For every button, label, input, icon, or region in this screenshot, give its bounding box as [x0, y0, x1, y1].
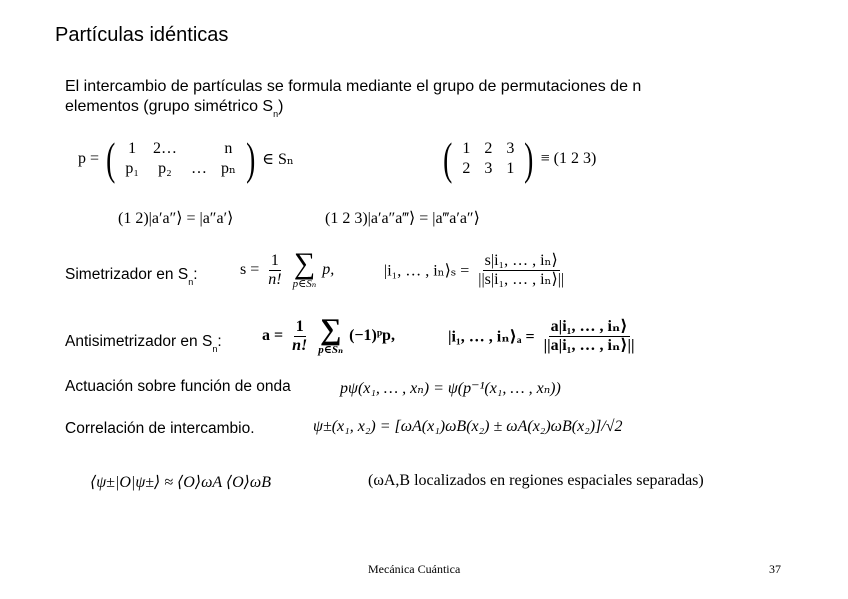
antisymmetrizer-label: [65, 333, 222, 354]
intro-line-1: El intercambio de partículas se formula mediante el grupo de permutaciones de n: [65, 78, 642, 95]
permutation-equation: [78, 133, 294, 184]
sym-lhs: s =: [240, 261, 260, 278]
page-title: Partículas idénticas: [55, 24, 229, 46]
symmetrized-ket: [384, 252, 569, 289]
perm-rhs: ∈ Sₙ: [262, 151, 294, 168]
sym-ket-num: s|i₁, … , iₙ⟩: [484, 252, 558, 269]
antisym-sum: [318, 313, 344, 356]
intro-sub: n: [273, 109, 279, 119]
perm-cell: p₁: [125, 160, 139, 177]
antisym-sum-limit: p∈Sₙ: [318, 344, 344, 356]
example-cell: 3: [484, 160, 493, 177]
antisym-ket-lhs: |i₁, … , iₙ⟩ₐ =: [448, 328, 535, 346]
expectation-note: (ωA,B localizados en regiones espaciales separadas): [368, 472, 704, 489]
perm-lhs: p =: [78, 150, 100, 167]
intro-line-2-text: elementos (grupo simétrico S: [65, 98, 274, 115]
sym-term: p,: [322, 261, 335, 278]
antisym-frac-num: 1: [295, 317, 304, 335]
sym-ket-den: ||s|i₁, … , iₙ⟩||: [478, 271, 565, 288]
perm-cell: pₙ: [220, 160, 236, 177]
antisym-frac-den: n!: [292, 336, 308, 354]
antisym-ket-den: ||a|i₁, … , iₙ⟩||: [543, 337, 635, 354]
antisymmetrized-ket: [448, 318, 640, 355]
sum-symbol: ∑: [293, 247, 316, 280]
antisym-ket-fraction: [542, 318, 637, 355]
sym-sum-limit: p∈Sₙ: [292, 278, 317, 290]
sym-frac-den: n!: [268, 270, 282, 288]
perm-cell: …: [190, 160, 207, 177]
antisym-label-sub: n: [212, 344, 218, 354]
sym-label-text: Simetrizador en S: [65, 266, 189, 283]
footer-title: Mecánica Cuántica: [368, 562, 461, 576]
example-cell: 3: [506, 140, 515, 157]
sym-ket-fraction: [476, 252, 566, 289]
antisymmetrizer-equation: [262, 313, 395, 356]
perm-matrix: [103, 133, 258, 184]
antisym-label-text: Antisimetrizador en S: [65, 333, 213, 350]
sym-fraction: [266, 252, 283, 289]
sym-ket-lhs: |i₁, … , iₙ⟩ₛ =: [384, 262, 470, 280]
perm-cell: 2…: [152, 140, 177, 157]
left-paren: (: [443, 133, 453, 184]
perm-cell: 1: [128, 140, 137, 157]
sum-symbol: ∑: [319, 313, 342, 346]
example-cell: 1: [462, 140, 471, 157]
sym-label-end: :: [193, 266, 198, 283]
example-cell: 2: [484, 140, 493, 157]
action-label: Actuación sobre función de onda: [65, 378, 291, 395]
perm-cell: [184, 139, 214, 159]
expectation-equation: ⟨ψ±|O|ψ±⟩ ≈ ⟨O⟩ωA ⟨O⟩ωB: [90, 474, 271, 491]
perm-cell: n: [224, 140, 233, 157]
intro-line-2-end: ): [278, 98, 284, 115]
perm-cell: p₂: [158, 160, 172, 177]
example-matrix: [440, 133, 537, 184]
example-permutation: [440, 133, 597, 184]
example-cell: 1: [506, 160, 515, 177]
antisym-fraction: [290, 318, 309, 355]
example-cell: 2: [462, 160, 471, 177]
antisym-term: (−1)ᵖp,: [349, 327, 395, 344]
left-paren: (: [106, 133, 116, 184]
action-equation: pψ(x₁, … , xₙ) = ψ(p⁻¹(x₁, … , xₙ)): [340, 380, 561, 397]
sym-sum: [292, 247, 317, 290]
right-paren: ): [524, 133, 534, 184]
page-number: 37: [769, 562, 781, 576]
intro-line-2: [65, 98, 283, 119]
antisym-label-end: :: [217, 333, 222, 350]
correlation-equation: ψ±(x₁, x₂) = [ωA(x₁)ωB(x₂) ± ωA(x₂)ωB(x₂)]/√2: [313, 418, 623, 435]
right-paren: ): [245, 133, 256, 184]
antisym-lhs: a =: [262, 327, 284, 344]
swap-equation-1: (1 2)|a′a″⟩ = |a″a′⟩: [118, 210, 234, 227]
swap-equation-2: (1 2 3)|a′a″a‴⟩ = |a‴a′a″⟩: [325, 210, 480, 227]
symmetrizer-equation: [240, 247, 335, 290]
symmetrizer-label: [65, 266, 198, 287]
antisym-ket-num: a|i₁, … , iₙ⟩: [550, 318, 628, 335]
sym-label-sub: n: [188, 277, 194, 287]
correlation-label: Correlación de intercambio.: [65, 420, 255, 437]
example-rhs: ≡ (1 2 3): [540, 150, 597, 167]
sym-frac-num: 1: [270, 251, 279, 269]
